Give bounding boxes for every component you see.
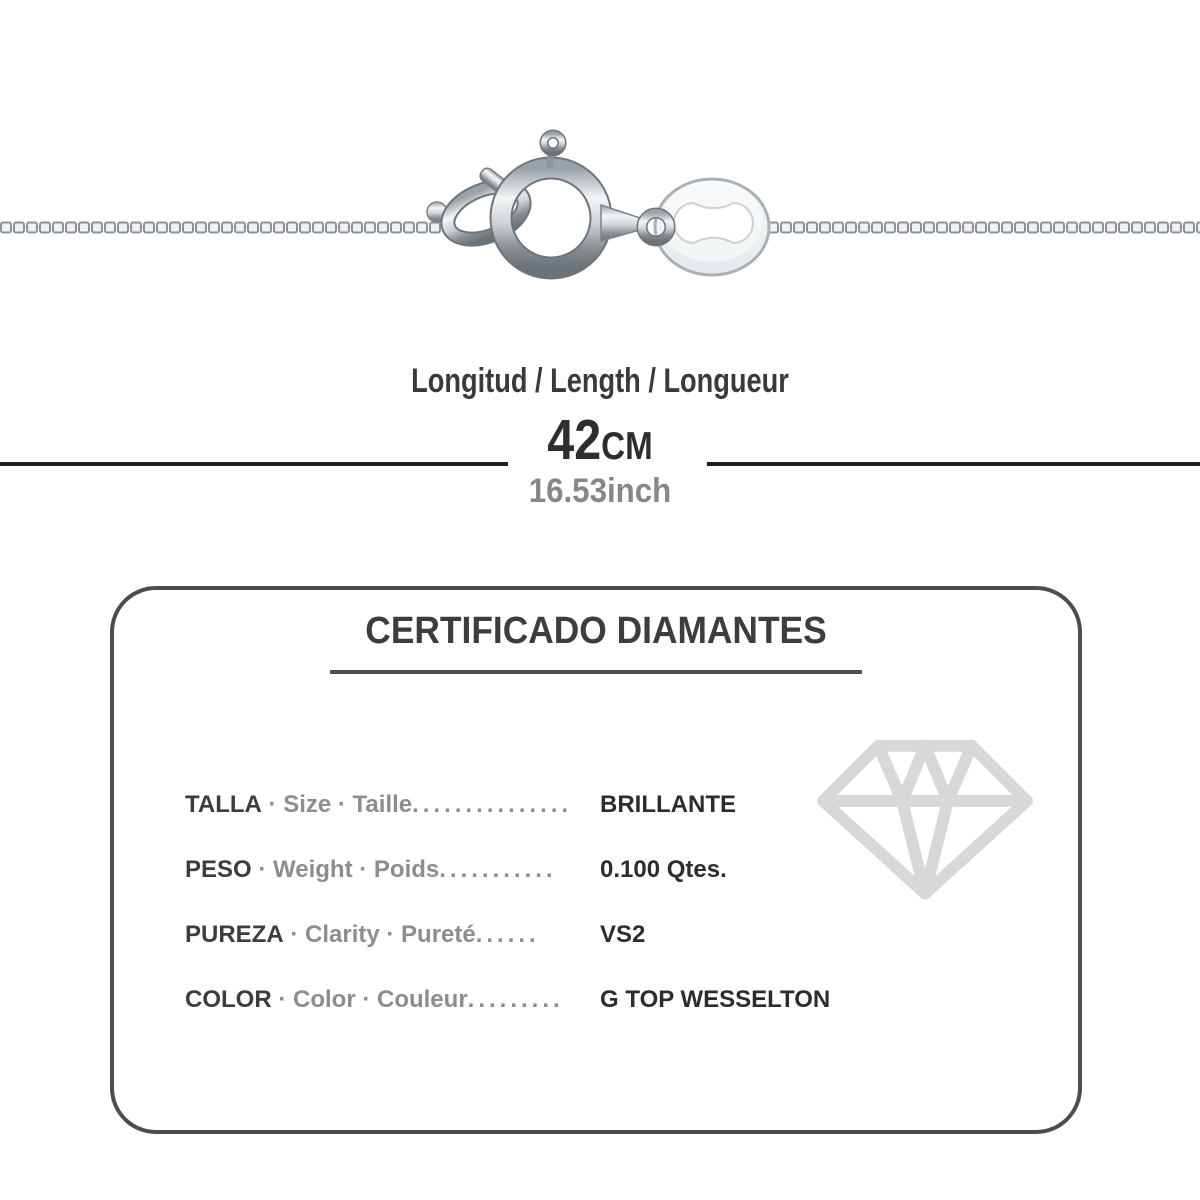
spec-label xyxy=(185,967,600,1032)
spec-primary: PESO xyxy=(185,856,252,883)
spec-label xyxy=(185,837,600,902)
spec-value: BRILLANTE xyxy=(600,791,736,818)
length-unit: CM xyxy=(601,425,653,468)
certificate-specs xyxy=(185,772,1072,1032)
certificate-title-underline xyxy=(330,670,862,674)
spec-label xyxy=(185,902,600,967)
spec-dots: ......... xyxy=(467,986,564,1013)
divider-line-left xyxy=(0,462,508,466)
length-value xyxy=(90,408,1110,472)
spec-label xyxy=(185,772,600,837)
clasp-connector xyxy=(601,205,640,241)
necklace-chain-image xyxy=(0,0,1200,330)
certificate-title: CERTIFICADO DIAMANTES xyxy=(365,610,827,652)
certificate-card xyxy=(110,586,1082,1134)
spec-value: VS2 xyxy=(600,921,646,948)
spec-row-pureza xyxy=(185,902,1072,967)
spec-secondary: · Clarity · Pureté xyxy=(283,921,476,948)
spec-primary: PUREZA xyxy=(185,921,284,948)
spec-value: G TOP WESSELTON xyxy=(600,986,831,1013)
length-inches: 16.53inch xyxy=(528,472,672,510)
spec-primary: COLOR xyxy=(185,986,272,1013)
spec-dots: ............... xyxy=(412,791,573,818)
spec-row-peso xyxy=(185,837,1072,902)
spec-secondary: · Color · Couleur xyxy=(271,986,468,1013)
spec-secondary: · Size · Taille xyxy=(261,791,413,818)
box-chain-left xyxy=(0,221,448,234)
divider-line-right xyxy=(707,462,1200,466)
length-number: 42 xyxy=(547,408,602,472)
box-chain-right xyxy=(766,221,1200,234)
spring-ring-clasp xyxy=(478,134,601,268)
spec-value: 0.100 Qtes. xyxy=(600,856,727,883)
spec-row-color xyxy=(185,967,1072,1032)
spec-primary: TALLA xyxy=(185,791,262,818)
length-label: Longitud / Length / Longueur xyxy=(411,362,789,400)
spec-secondary: · Weight · Poids xyxy=(251,856,440,883)
spec-dots: ...... xyxy=(475,921,540,948)
spec-row-talla xyxy=(185,772,1072,837)
spec-dots: ........... xyxy=(439,856,557,883)
